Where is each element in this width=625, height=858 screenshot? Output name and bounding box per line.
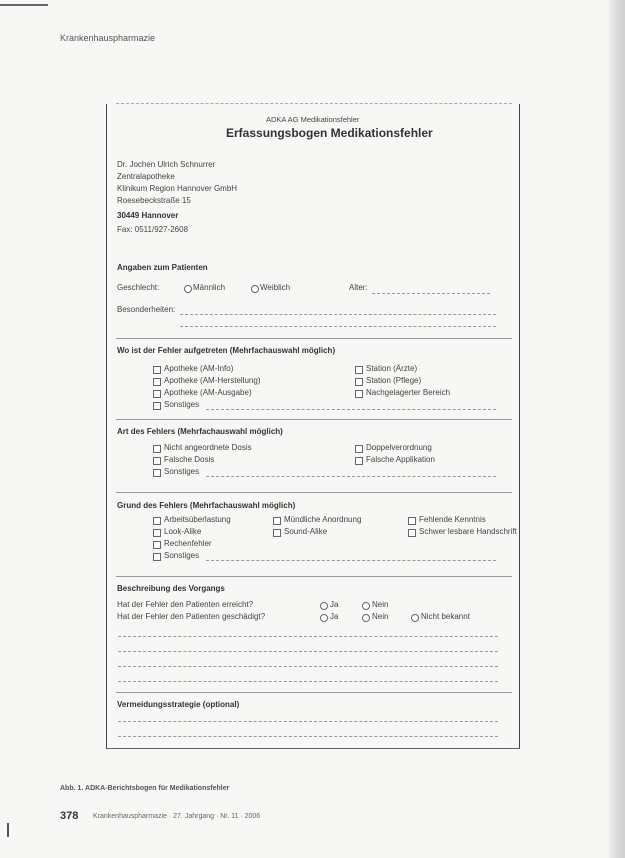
where-right-1-checkbox[interactable]	[355, 366, 363, 374]
description-line-2[interactable]	[118, 651, 498, 652]
reason-other-field[interactable]	[206, 560, 496, 561]
reason-col1-2: Look-Alike	[164, 527, 202, 536]
reason-col1-1-checkbox[interactable]	[153, 517, 161, 525]
address-line-3: Klinikum Region Hannover GmbH	[117, 184, 238, 193]
where-left-1: Apotheke (AM-Info)	[164, 364, 234, 373]
form-org: ADKA AG Medikationsfehler	[266, 115, 360, 124]
page-number: 378	[60, 810, 79, 822]
question-harmed: Hat der Fehler den Patienten geschädigt?	[117, 612, 266, 621]
where-left-2-checkbox[interactable]	[153, 378, 161, 386]
special-label: Besonderheiten:	[117, 305, 176, 314]
section-divider	[116, 692, 512, 693]
reached-yes-radio[interactable]	[320, 602, 328, 610]
type-left-1-checkbox[interactable]	[153, 445, 161, 453]
type-left-3: Sonstiges	[164, 467, 200, 476]
where-heading: Wo ist der Fehler aufgetreten (Mehrfachauswahl möglich)	[117, 346, 336, 355]
harmed-no-radio[interactable]	[362, 614, 370, 622]
reason-heading: Grund des Fehlers (Mehrfachauswahl möglich)	[117, 501, 296, 510]
margin-mark	[7, 823, 9, 837]
harmed-yes-label: Ja	[330, 612, 339, 621]
reason-col3-2: Schwer lesbare Handschrift	[419, 527, 517, 536]
reason-col3-1: Fehlende Kenntnis	[419, 515, 486, 524]
type-left-2-checkbox[interactable]	[153, 457, 161, 465]
male-label: Männlich	[193, 283, 226, 292]
journal-line: Krankenhauspharmazie · 27. Jahrgang · Nr. 11 · 2006	[93, 813, 261, 820]
harmed-unknown-label: Nicht bekannt	[421, 612, 470, 621]
where-left-3-checkbox[interactable]	[153, 390, 161, 398]
address-fax: Fax: 0511/927-2608	[117, 225, 189, 234]
type-right-1: Doppelverordnung	[366, 443, 432, 452]
patient-heading: Angaben zum Patienten	[117, 263, 208, 272]
avoid-line-1[interactable]	[118, 721, 498, 722]
description-line-4[interactable]	[118, 681, 498, 682]
where-right-3-checkbox[interactable]	[355, 390, 363, 398]
reason-col2-2-checkbox[interactable]	[273, 529, 281, 537]
reason-col1-3-checkbox[interactable]	[153, 541, 161, 549]
special-field-2[interactable]	[180, 326, 496, 327]
avoid-heading: Vermeidungsstrategie (optional)	[117, 700, 240, 709]
reason-col1-3: Rechenfehler	[164, 539, 212, 548]
reason-col3-2-checkbox[interactable]	[408, 529, 416, 537]
address-city: 30449 Hannover	[117, 211, 179, 220]
section-divider	[116, 338, 512, 339]
type-left-2: Falsche Dosis	[164, 455, 215, 464]
description-line-3[interactable]	[118, 666, 498, 667]
type-right-2-checkbox[interactable]	[355, 457, 363, 465]
where-right-2-checkbox[interactable]	[355, 378, 363, 386]
where-left-1-checkbox[interactable]	[153, 366, 161, 374]
harmed-yes-radio[interactable]	[320, 614, 328, 622]
type-right-2: Falsche Applikation	[366, 455, 435, 464]
question-reached: Hat der Fehler den Patienten erreicht?	[117, 600, 254, 609]
reason-col1-4: Sonstiges	[164, 551, 200, 560]
type-heading: Art des Fehlers (Mehrfachauswahl möglich)	[117, 427, 283, 436]
reached-no-label: Nein	[372, 600, 389, 609]
reached-no-radio[interactable]	[362, 602, 370, 610]
harmed-unknown-radio[interactable]	[411, 614, 419, 622]
gender-label: Geschlecht:	[117, 283, 160, 292]
address-line-1: Dr. Jochen Ulrich Schnurrer	[117, 160, 216, 169]
reason-col1-2-checkbox[interactable]	[153, 529, 161, 537]
address-line-4: Roesebeckstraße 15	[117, 196, 191, 205]
where-left-3: Apotheke (AM-Ausgabe)	[164, 388, 252, 397]
avoid-line-2[interactable]	[118, 736, 498, 737]
special-field[interactable]	[180, 314, 496, 315]
address-line-2: Zentralapotheke	[117, 172, 175, 181]
form-title: Erfassungsbogen Medikationsfehler	[226, 126, 433, 140]
age-label: Alter:	[349, 283, 368, 292]
corner-mark	[0, 4, 48, 6]
where-other-field[interactable]	[206, 409, 496, 410]
figure-caption: Abb. 1. ADKA-Berichtsbogen für Medikationsfehler	[60, 785, 230, 792]
type-other-field[interactable]	[206, 476, 496, 477]
description-line-1[interactable]	[118, 636, 498, 637]
where-right-2: Station (Pflege)	[366, 376, 422, 385]
reason-col1-1: Arbeitsüberlastung	[164, 515, 231, 524]
female-radio[interactable]	[251, 285, 259, 293]
type-left-1: Nicht angeordnete Dosis	[164, 443, 252, 452]
harmed-no-label: Nein	[372, 612, 389, 621]
where-left-4: Sonstiges	[164, 400, 200, 409]
reason-col2-1-checkbox[interactable]	[273, 517, 281, 525]
reason-col2-2: Sound-Alike	[284, 527, 328, 536]
section-divider	[116, 576, 512, 577]
page-gutter	[609, 0, 625, 858]
reason-col1-4-checkbox[interactable]	[153, 553, 161, 561]
male-radio[interactable]	[184, 285, 192, 293]
reason-col3-1-checkbox[interactable]	[408, 517, 416, 525]
where-left-4-checkbox[interactable]	[153, 402, 161, 410]
where-right-1: Station (Ärzte)	[366, 364, 418, 373]
where-left-2: Apotheke (AM-Herstellung)	[164, 376, 261, 385]
section-divider	[116, 419, 512, 420]
reason-col2-1: Mündliche Anordnung	[284, 515, 362, 524]
type-left-3-checkbox[interactable]	[153, 469, 161, 477]
section-divider	[116, 492, 512, 493]
age-field[interactable]	[372, 293, 490, 294]
type-right-1-checkbox[interactable]	[355, 445, 363, 453]
running-header: Krankenhauspharmazie	[60, 33, 156, 43]
where-right-3: Nachgelagerter Bereich	[366, 388, 451, 397]
description-heading: Beschreibung des Vorgangs	[117, 584, 225, 593]
female-label: Weiblich	[260, 283, 291, 292]
reached-yes-label: Ja	[330, 600, 339, 609]
